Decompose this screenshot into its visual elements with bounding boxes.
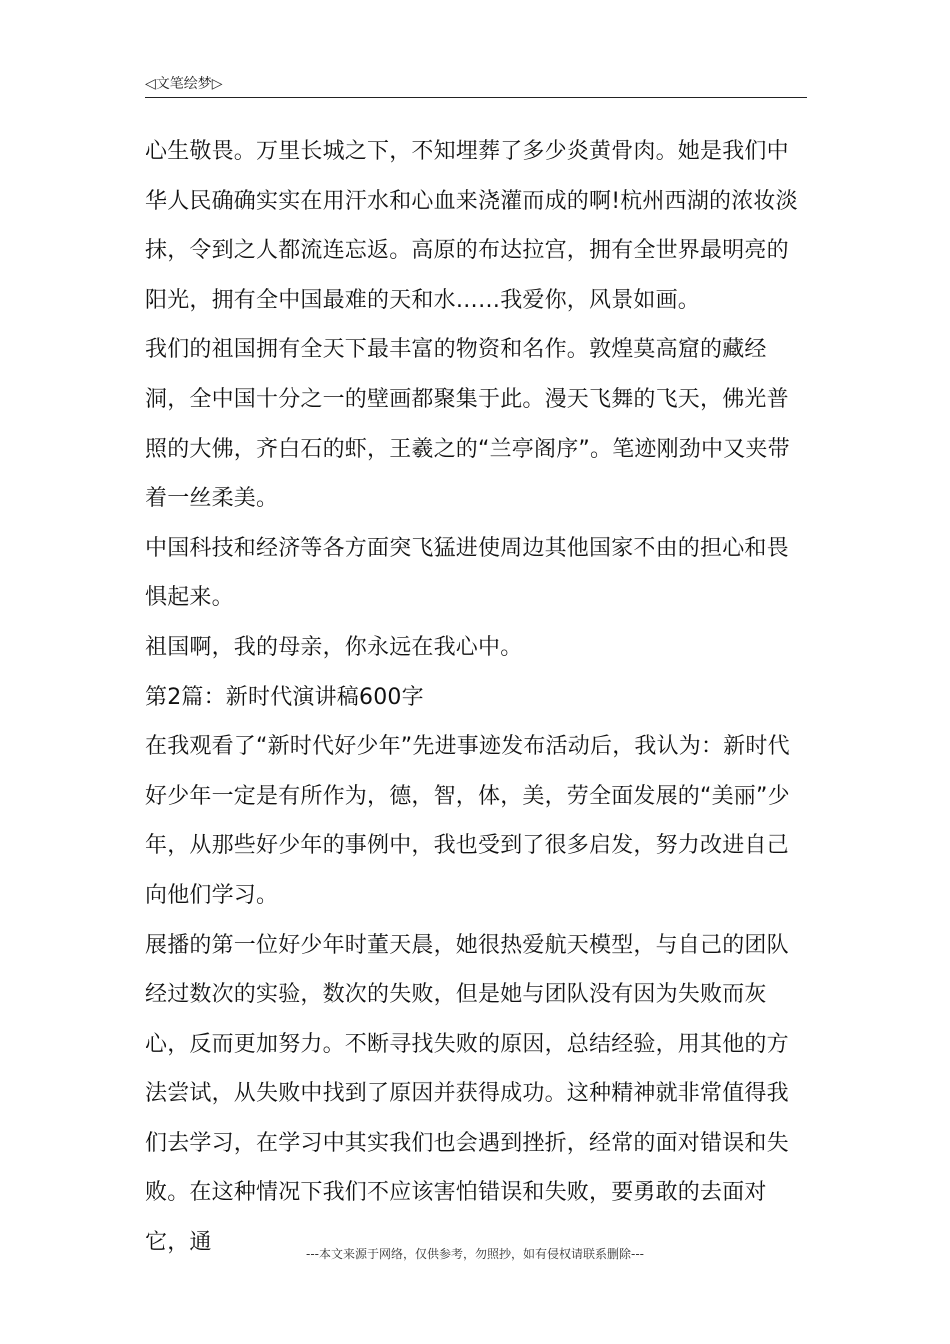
paragraph: 在我观看了“新时代好少年”先进事迹发布活动后，我认为：新时代好少年一定是有所作为，德，智，体，美，劳全面发展的“美丽”少年，从那些好少年的事例中，我也受到了很多启发，努力改进自己向他们学习。 — [145, 734, 790, 908]
paragraph: 展播的第一位好少年时董天晨，她很热爱航天模型，与自己的团队经过数次的实验，数次的失败，但是她与团队没有因为失败而灰心，反而更加努力。不断寻找失败的原因，总结经验，用其他的方法尝试，从失败中找到了原因并获得成功。这种精神就非常值得我们去学习，在学习中其实我们也会遇到挫折，经常的面对错误和失败。在这种情况下我们不应该害怕错误和失败，要勇敢的去面对它，通 — [145, 932, 789, 1256]
header-brand: ◁文笔绘梦▷ — [145, 76, 223, 92]
document-body — [145, 127, 810, 1268]
footer-notice: ---本文来源于网络，仅供参考，勿照抄，如有侵权请联系删除--- — [306, 1247, 644, 1261]
header-divider — [145, 97, 807, 98]
paragraph: 心生敬畏。万里长城之下，不知埋葬了多少炎黄骨肉。她是我们中华人民确确实实在用汗水和心血来浇灌而成的啊!杭州西湖的浓妆淡抹，令到之人都流连忘返。高原的布达拉宫，拥有全世界最明亮的阳光，拥有全中国最难的天和水……我爱你，风景如画。 — [145, 139, 798, 313]
section-heading: 第2篇：新时代演讲稿600字 — [145, 684, 424, 710]
paragraph: 祖国啊，我的母亲，你永远在我心中。 — [145, 634, 523, 660]
paragraph: 我们的祖国拥有全天下最丰富的物资和名作。敦煌莫高窟的藏经洞，全中国十分之一的壁画都聚集于此。漫天飞舞的飞天，佛光普照的大佛，齐白石的虾，王羲之的“兰亭阁序”。笔迹刚劲中又夹带着一丝柔美。 — [145, 337, 790, 512]
paragraph: 中国科技和经济等各方面突飞猛进使周边其他国家不由的担心和畏惧起来。 — [145, 535, 789, 611]
